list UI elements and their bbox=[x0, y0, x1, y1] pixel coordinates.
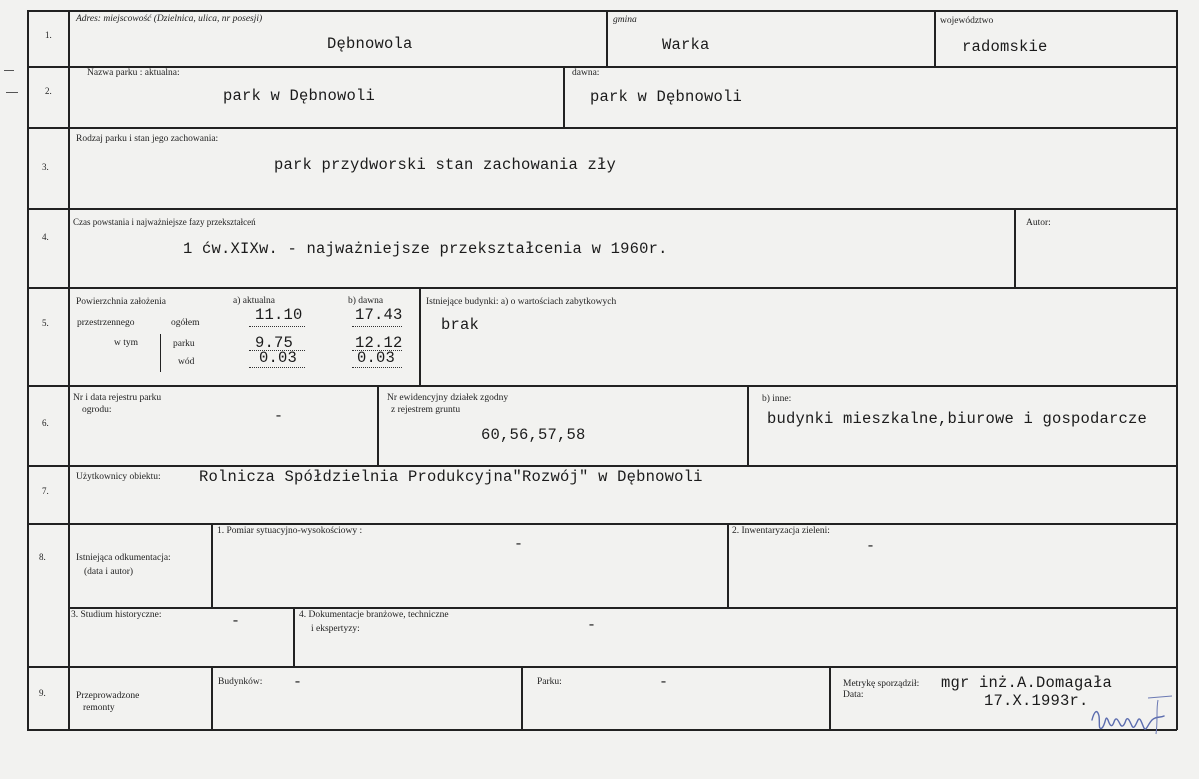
dotline-cur-total bbox=[249, 326, 305, 327]
row-number-4: 4. bbox=[42, 232, 49, 242]
area-current-total: 11.10 bbox=[255, 306, 303, 324]
area-current-park: 9.75 bbox=[255, 334, 294, 352]
technical-docs-label-1: 4. Dokumentacje branżowe, techniczne bbox=[299, 610, 449, 620]
r8-div-3 bbox=[293, 607, 295, 667]
r6-top bbox=[747, 385, 1177, 387]
row-line-1 bbox=[27, 66, 1177, 68]
row-line-6 bbox=[27, 465, 1177, 467]
gmina-label: gmina bbox=[613, 15, 637, 25]
park-area-label: parku bbox=[173, 339, 195, 349]
signature-icon bbox=[1088, 690, 1174, 738]
row-number-8: 8. bbox=[39, 552, 46, 562]
area-current-header: a) aktualna bbox=[233, 296, 275, 306]
voivodeship-value: radomskie bbox=[962, 38, 1048, 56]
parcel-value: 60,56,57,58 bbox=[481, 426, 586, 444]
park-name-current: park w Dębnowoli bbox=[223, 87, 376, 105]
park-type-label: Rodzaj parku i stan jego zachowania: bbox=[76, 134, 219, 144]
buildings-historic-value: brak bbox=[441, 316, 480, 334]
park-name-former-label: dawna: bbox=[572, 68, 600, 78]
park-name-label: Nazwa parku : aktualna: bbox=[87, 68, 180, 78]
r9-div-1 bbox=[211, 666, 213, 730]
row-number-9: 9. bbox=[39, 688, 46, 698]
renov-park-label: Parku: bbox=[537, 677, 562, 687]
r1-div-gmina bbox=[606, 10, 608, 67]
technical-docs-label-2: i ekspertyzy: bbox=[311, 624, 360, 634]
area-current-water: 0.03 bbox=[259, 349, 298, 367]
row-number-6: 6. bbox=[42, 418, 49, 428]
row-line-4 bbox=[27, 287, 1177, 289]
row-number-1: 1. bbox=[45, 30, 52, 40]
row-number-7: 7. bbox=[42, 486, 49, 496]
spatial-label: przestrzennego bbox=[77, 318, 135, 328]
historical-study-value: - bbox=[231, 613, 241, 630]
register-label-1: Nr i data rejestru parku bbox=[73, 393, 162, 403]
area-former-total: 17.43 bbox=[355, 306, 403, 324]
other-buildings-label: b) inne: bbox=[762, 394, 792, 404]
register-label-2: ogrodu: bbox=[82, 405, 112, 415]
incl-label: w tym bbox=[114, 338, 139, 348]
historical-study-label: 3. Studium historyczne: bbox=[71, 610, 162, 620]
r2-div bbox=[563, 66, 565, 128]
frame-left bbox=[27, 10, 29, 730]
survey-label: 1. Pomiar sytuacyjno-wysokościowy : bbox=[217, 526, 363, 536]
r4-div-author bbox=[1014, 208, 1016, 288]
compiled-by-label: Metrykę sporządził: bbox=[843, 679, 920, 689]
address-value: Dębnowola bbox=[327, 35, 413, 53]
greenery-value: - bbox=[866, 538, 876, 555]
park-type-value: park przydworski stan zachowania zły bbox=[274, 156, 617, 174]
r5-bracket bbox=[160, 334, 161, 372]
row-line-8a bbox=[68, 607, 1177, 609]
users-value: Rolnicza Spółdzielnia Produkcyjna"Rozwój" w Dębnowoli bbox=[199, 468, 703, 486]
r8-div-1 bbox=[211, 523, 213, 608]
r1-div-woj bbox=[934, 10, 936, 67]
r9-div-2 bbox=[521, 666, 523, 730]
users-label: Użytkownicy obiektu: bbox=[76, 472, 161, 482]
row-number-2: 2. bbox=[45, 86, 52, 96]
parcel-label-1: Nr ewidencyjny działek zgodny bbox=[387, 393, 509, 403]
register-value: - bbox=[274, 408, 284, 425]
documentation-label-1: Istniejąca odkumentacja: bbox=[76, 553, 171, 563]
r9-div-3 bbox=[829, 666, 831, 730]
documentation-label-2: (data i autor) bbox=[84, 567, 134, 577]
voivodeship-label: województwo bbox=[940, 16, 994, 26]
r5-div bbox=[419, 287, 421, 386]
row-line-2 bbox=[27, 127, 1177, 129]
gmina-value: Warka bbox=[662, 36, 710, 54]
frame-right bbox=[1176, 10, 1178, 730]
area-former-park: 12.12 bbox=[355, 334, 403, 352]
survey-value: - bbox=[514, 536, 524, 553]
author-label: Autor: bbox=[1026, 218, 1051, 228]
dotline-cur-water bbox=[249, 367, 305, 368]
row-line-7 bbox=[27, 523, 1177, 525]
parcel-label-2: z rejestrem gruntu bbox=[391, 405, 461, 415]
dotline-cur-park bbox=[249, 350, 305, 351]
margin-mark-2 bbox=[6, 92, 18, 93]
greenery-label: 2. Inwentaryzacja zieleni: bbox=[732, 526, 830, 536]
renovations-label-2: remonty bbox=[83, 703, 115, 713]
row-line-3 bbox=[27, 208, 1177, 210]
renovations-label-1: Przeprowadzone bbox=[76, 691, 140, 701]
technical-docs-value: - bbox=[587, 617, 597, 634]
row-number-3: 3. bbox=[42, 162, 49, 172]
history-value: 1 ćw.XIXw. - najważniejsze przekształcenia w 1960r. bbox=[183, 240, 668, 258]
frame-bottom bbox=[27, 729, 1177, 731]
park-name-former: park w Dębnowoli bbox=[590, 88, 743, 106]
dotline-old-water bbox=[352, 367, 402, 368]
buildings-historic-label: Istniejące budynki: a) o wartościach zabytkowych bbox=[426, 297, 617, 307]
water-area-label: wód bbox=[178, 357, 195, 367]
renov-park-value: - bbox=[659, 674, 669, 691]
renov-buildings-value: - bbox=[293, 674, 303, 691]
date-value: 17.X.1993r. bbox=[984, 692, 1089, 710]
r6-div-1 bbox=[377, 385, 379, 466]
dotline-old-park bbox=[352, 350, 402, 351]
area-former-header: b) dawna bbox=[348, 296, 384, 306]
renov-buildings-label: Budynków: bbox=[218, 677, 263, 687]
row-line-8 bbox=[27, 666, 1177, 668]
r6-div-2 bbox=[747, 385, 749, 466]
area-label: Powierzchnia założenia bbox=[76, 297, 166, 307]
number-column-line bbox=[68, 10, 70, 730]
other-buildings-value: budynki mieszkalne,biurowe i gospodarcze bbox=[767, 410, 1148, 428]
date-label: Data: bbox=[843, 690, 864, 700]
r8-div-2 bbox=[727, 523, 729, 608]
dotline-old-total bbox=[352, 326, 402, 327]
total-label: ogółem bbox=[171, 318, 200, 328]
history-label: Czas powstania i najważniejsze fazy przekształceń bbox=[73, 217, 256, 227]
address-label: Adres: miejscowość (Dzielnica, ulica, nr posesji) bbox=[76, 14, 263, 24]
margin-mark-1 bbox=[4, 70, 14, 71]
frame-top bbox=[27, 10, 1177, 12]
area-former-water: 0.03 bbox=[357, 349, 396, 367]
compiled-by-value: mgr inż.A.Domagała bbox=[941, 674, 1113, 692]
row-number-5: 5. bbox=[42, 318, 49, 328]
